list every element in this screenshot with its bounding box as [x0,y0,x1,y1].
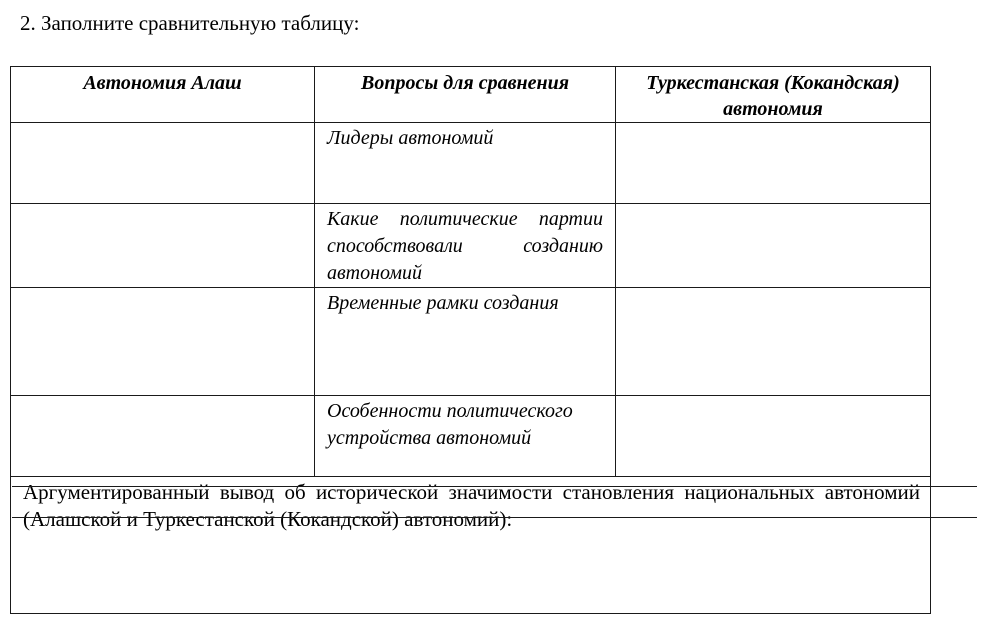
question-structure: Особенности политического устройства автономий [315,396,616,477]
conclusion-prompt: Аргументированный вывод об исторической значимости становления национальных автономий (Алашской и Туркестанской (Кокандской) автономий): [23,480,920,531]
question-leaders: Лидеры автономий [315,123,616,204]
comparison-table [10,66,931,614]
table-row [11,396,931,477]
answer-line[interactable] [12,517,977,518]
alash-answer-cell[interactable] [11,204,315,288]
header-row [11,67,931,123]
turkestan-answer-cell[interactable] [616,204,931,288]
alash-answer-cell[interactable] [11,288,315,396]
header-turkestan-label: Туркестанская (Кокандская) автономия [646,72,900,120]
header-questions-label: Вопросы для сравнения [360,72,570,94]
table-row [11,204,931,288]
table-row [11,123,931,204]
header-turkestan [616,67,931,123]
conclusion-cell [11,477,931,614]
header-alash-label: Автономия Алаш [83,72,242,94]
turkestan-answer-cell[interactable] [616,288,931,396]
task-title: 2. Заполните сравнительную таблицу: [20,11,360,35]
alash-answer-cell[interactable] [11,123,315,204]
answer-line[interactable] [12,486,977,487]
alash-answer-cell[interactable] [11,396,315,477]
conclusion-row [11,477,931,614]
turkestan-answer-cell[interactable] [616,123,931,204]
question-timeframe: Временные рамки создания [315,288,616,396]
question-parties: Какие политические партии способствовали созданию автономий [315,204,616,288]
turkestan-answer-cell[interactable] [616,396,931,477]
table-row [11,288,931,396]
header-alash [11,67,315,123]
header-questions [315,67,616,123]
